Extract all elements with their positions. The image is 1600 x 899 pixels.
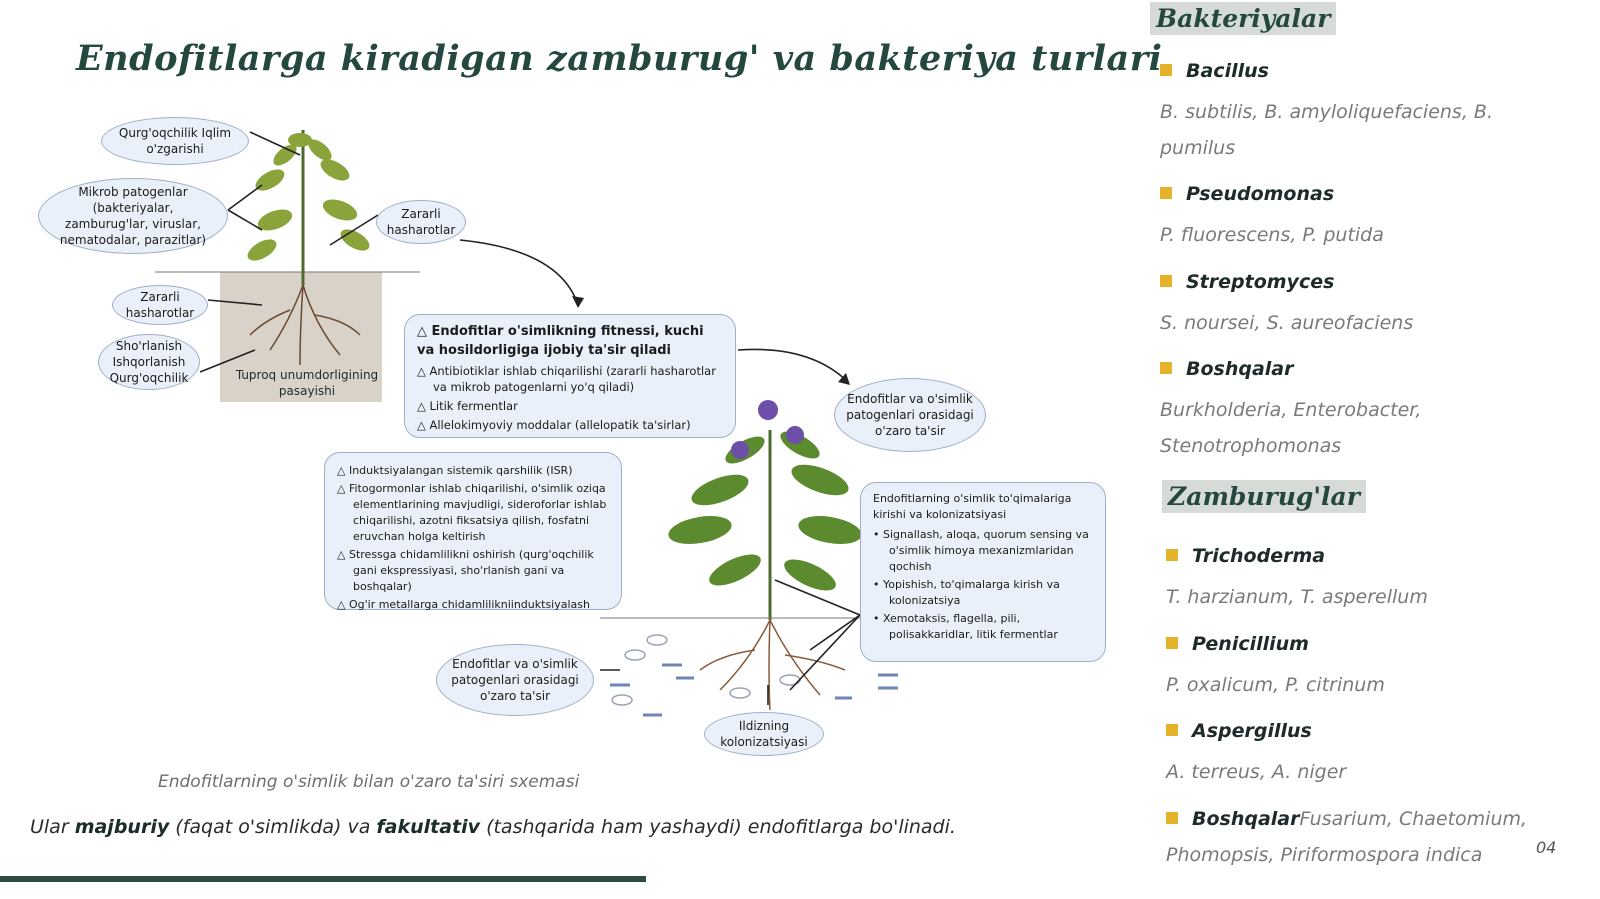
page-title: Endofitlarga kiradigan zamburug' va bakteriya turlari [76, 38, 1163, 79]
fungi-genus: Penicillium [1166, 633, 1309, 655]
salinity-label: Sho'rlanish Ishqorlanish Qurg'oqchilik [98, 334, 200, 390]
fungi-genus: BoshqalarFusarium, Chaetomium, [1166, 808, 1527, 830]
bottom-statement: Ular majburiy (faqat o'simlikda) va fakultativ (tashqarida ham yashaydi) endofitlarga bo'linadi. [30, 816, 956, 838]
right-plant-roots [700, 620, 845, 710]
fitness-box-head: △ Endofitlar o'simlikning fitnessi, kuchi va hosildorligiga ijobiy ta'sir qiladi [417, 324, 704, 358]
fungi-species: A. terreus, A. niger [1166, 761, 1347, 783]
bacteria-heading: Bakteriyalar [1150, 2, 1336, 35]
fitness-box [404, 314, 736, 438]
microbe-shapes [612, 635, 800, 705]
fungi-genus: Trichoderma [1166, 545, 1325, 567]
root-colonization-label: Ildizning kolonizatsiyasi [704, 712, 824, 756]
right-plant-leaves [666, 426, 864, 597]
pathogens-label: Mikrob patogenlar (bakteriyalar, zamburug'lar, viruslar, nematodalar, parazitlar) [38, 178, 228, 254]
interaction-bottom-label: Endofitlar va o'simlik patogenlari orasidagi o'zaro ta'sir [436, 644, 594, 716]
bacteria-genus: Bacillus [1160, 60, 1269, 82]
soil-fertility-label: Tuproq unumdorligining pasayishi [235, 368, 379, 398]
interaction-right-label: Endofitlar va o'simlik patogenlari orasidagi o'zaro ta'sir [834, 378, 986, 452]
isr-item: △ Induktsiyalangan sistemik qarshilik (ISR) [337, 464, 573, 477]
isr-item: △ Stressga chidamlilikni oshirish (qurg'oqchilik gani ekspressiyasi, sho'rlanish gani va boshqalar) [337, 547, 594, 593]
fitness-item: △ Litik fermentlar [417, 399, 518, 414]
fungi-species-inline: Fusarium, Chaetomium, [1299, 808, 1528, 830]
left-plant-leaves [244, 133, 373, 265]
bacteria-genus: Boshqalar [1160, 358, 1294, 380]
isr-item: △ Og'ir metallarga chidamlilikniinduktsiyalash [337, 597, 590, 611]
colonization-box-head: Endofitlarning o'simlik to'qimalariga kirishi va kolonizatsiyasi [873, 492, 1072, 521]
bacteria-genus: Streptomyces [1160, 271, 1334, 293]
bacteria-species: Burkholderia, Enterobacter, Stenotrophomonas [1160, 399, 1422, 457]
bottom-bar [0, 876, 646, 882]
drought-label: Qurg'oqchilik Iqlim o'zgarishi [101, 117, 249, 165]
bacteria-species: B. subtilis, B. amyloliquefaciens, B. pumilus [1160, 101, 1493, 159]
isr-box [324, 452, 622, 610]
bacteria-rods [610, 665, 898, 715]
colonization-item: • Xemotaksis, flagella, pili, polisakkaridlar, litik fermentlar [873, 611, 1058, 641]
bacteria-species: S. noursei, S. aureofaciens [1160, 312, 1414, 334]
fitness-item: △ Allelokimyoviy moddalar (allelopatik ta'sirlar) [417, 417, 691, 432]
fitness-item: △ Antibiotiklar ishlab chiqarilishi (zararli hasharotlar va mikrob patogenlarni yo'q qiladi) [417, 363, 716, 395]
fungi-heading: Zamburug'lar [1162, 480, 1366, 513]
colonization-box [860, 482, 1106, 662]
bacteria-genus: Pseudomonas [1160, 183, 1334, 205]
colonization-item: • Yopishish, to'qimalarga kirish va kolonizatsiya [873, 577, 1060, 607]
isr-item: △ Fitogormonlar ishlab chiqarilishi, o'simlik oziqa elementlarining mavjudligi, sideroforlar ishlab chiqarilishi, azotni fiksatsiya qilish, fosfatni eruvchan holga keltirish [337, 481, 607, 543]
colonization-item: • Signallash, aloqa, quorum sensing va o'simlik himoya mexanizmlaridan qochish [873, 527, 1089, 573]
bacteria-species: P. fluorescens, P. putida [1160, 224, 1384, 246]
fungi-species: Phomopsis, Piriformospora indica [1166, 844, 1483, 866]
diagram-caption: Endofitlarning o'simlik bilan o'zaro ta'siri sxemasi [158, 772, 580, 792]
pests-top-label: Zararli hasharotlar [376, 200, 466, 244]
pests-soil-label: Zararli hasharotlar [112, 285, 208, 325]
fungi-species: T. harzianum, T. asperellum [1166, 586, 1428, 608]
fungi-genus: Aspergillus [1166, 720, 1312, 742]
fungi-species: P. oxalicum, P. citrinum [1166, 674, 1385, 696]
page-number: 04 [1536, 838, 1557, 857]
